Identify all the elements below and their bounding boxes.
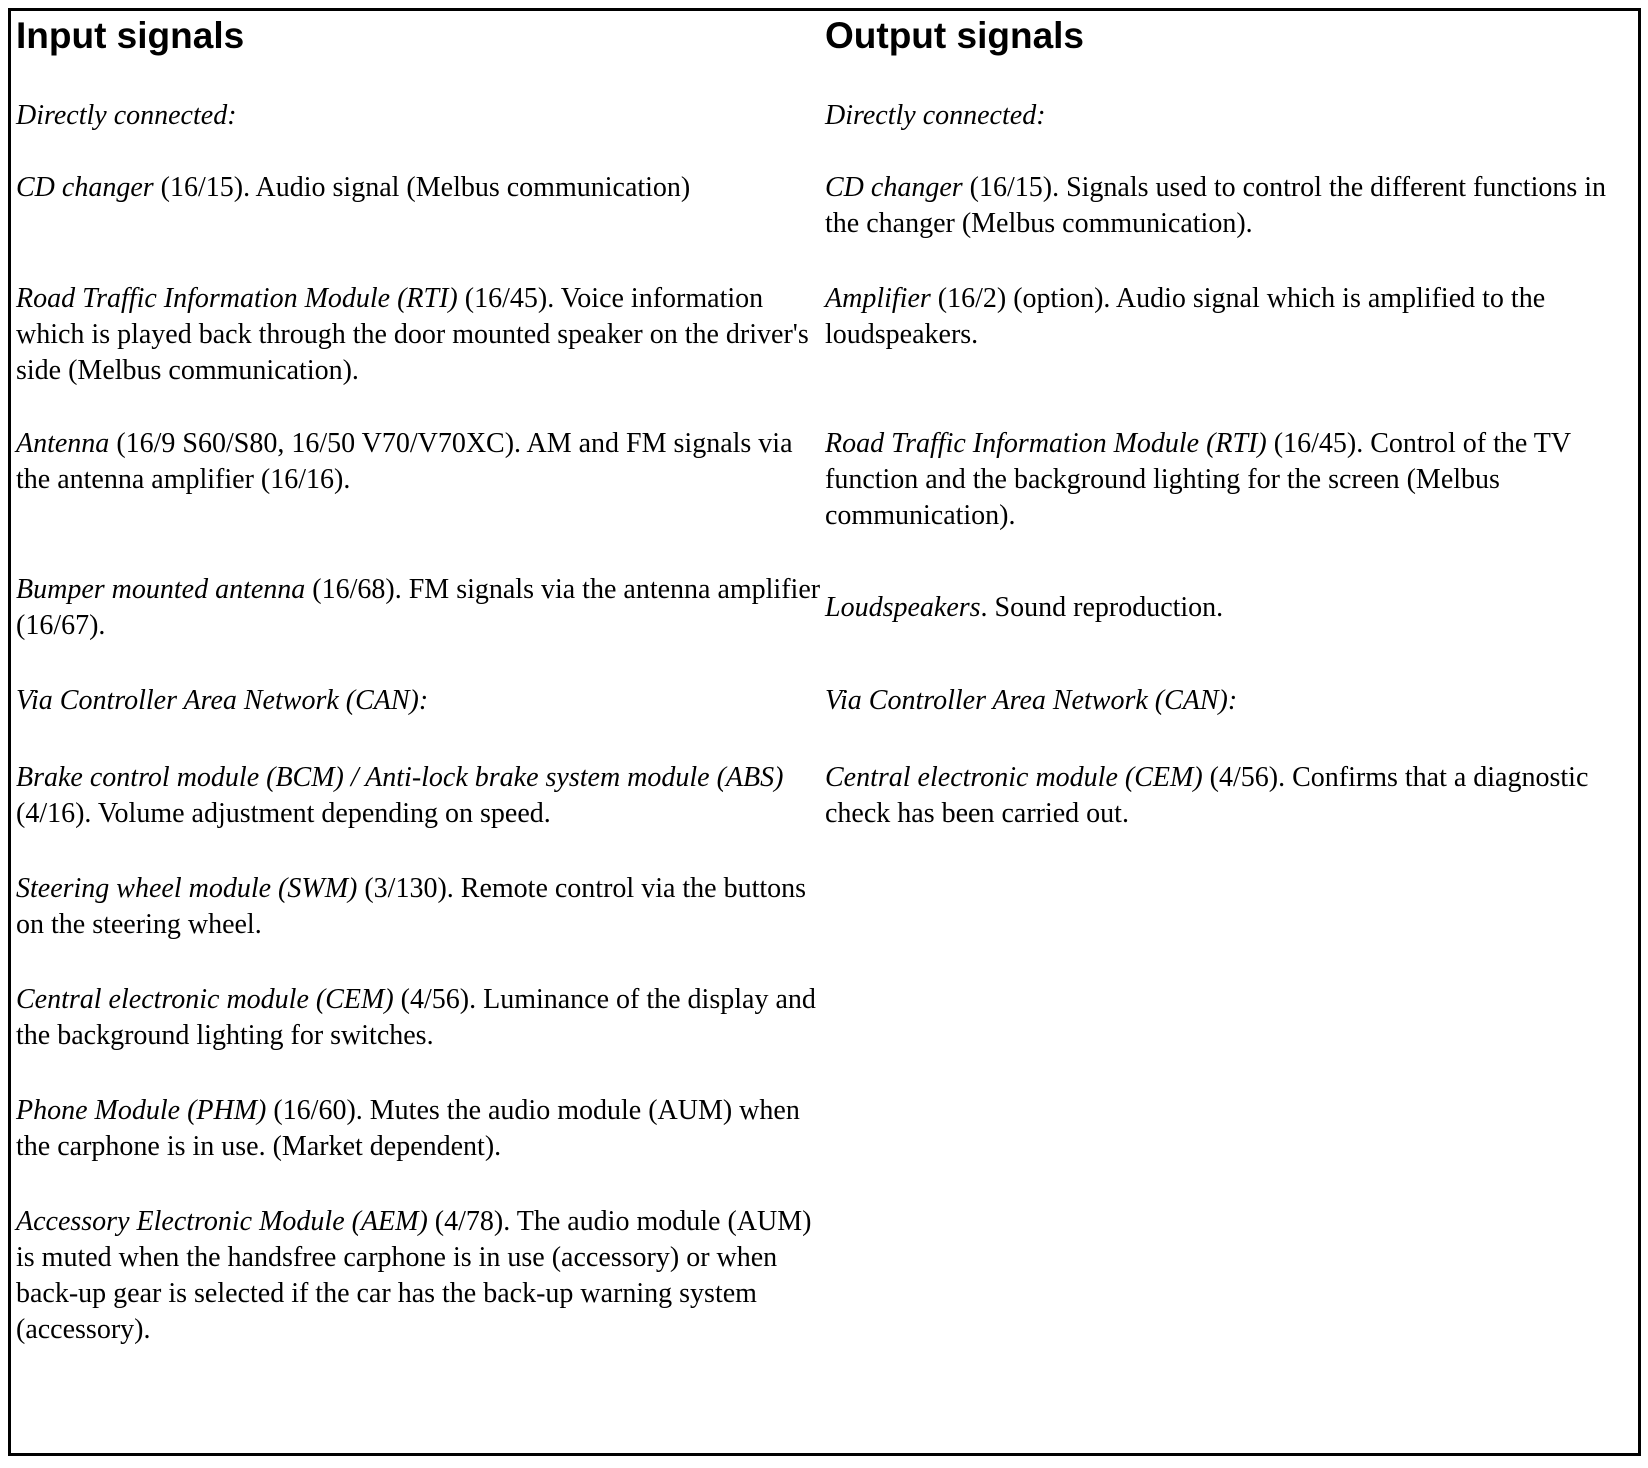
entry-name: Steering wheel module (SWM)	[16, 873, 358, 904]
output-direct-entry	[825, 590, 1640, 626]
input-can-entry	[16, 871, 821, 943]
output-direct-label: Directly connected:	[825, 100, 1046, 131]
input-direct-label: Directly connected:	[16, 100, 237, 131]
input-can-entry	[16, 1204, 821, 1348]
entry-text: (4/56). Confirms that a diagnostic check has been carried out.	[825, 762, 1589, 829]
entry-text: (16/45). Control of the TV function and the background lighting for the screen (Melbus communication).	[825, 428, 1571, 531]
entry-name: Accessory Electronic Module (AEM)	[16, 1206, 428, 1237]
output-direct-entry	[825, 426, 1640, 534]
entry-text: (16/68). FM signals via the antenna amplifier (16/67).	[16, 574, 821, 641]
entry-name: Central electronic module (CEM)	[16, 984, 394, 1015]
entry-text: (4/56). Luminance of the display and the background lighting for switches.	[16, 984, 816, 1051]
entry-name: Amplifier	[825, 283, 931, 314]
entry-name: Phone Module (PHM)	[16, 1095, 267, 1126]
entry-name: Bumper mounted antenna	[16, 574, 306, 605]
entry-name: Road Traffic Information Module (RTI)	[825, 428, 1267, 459]
input-signals-heading: Input signals	[16, 15, 245, 56]
input-direct-entry	[16, 426, 821, 498]
entry-text: (16/60). Mutes the audio module (AUM) when the carphone is in use. (Market dependent).	[16, 1095, 800, 1162]
entry-text: (16/15). Signals used to control the different functions in the changer (Melbus communication).	[825, 172, 1607, 239]
output-direct-entry	[825, 281, 1640, 353]
entry-text: (16/15). Audio signal (Melbus communication)	[153, 172, 691, 203]
entry-name: Road Traffic Information Module (RTI)	[16, 283, 458, 314]
output-direct-entry	[825, 170, 1640, 242]
entry-name: CD changer	[825, 172, 963, 203]
input-can-entry	[16, 1093, 821, 1165]
entry-text: (16/45). Voice information which is played back through the door mounted speaker on the driver's side (Melbus communication).	[16, 283, 809, 386]
entry-text: (3/130). Remote control via the buttons on the steering wheel.	[16, 873, 807, 940]
entry-name: Loudspeakers	[825, 592, 981, 623]
entry-text: (4/16). Volume adjustment depending on speed.	[16, 798, 551, 829]
entry-text: (16/9 S60/S80, 16/50 V70/V70XC). AM and FM signals via the antenna amplifier (16/16).	[16, 428, 793, 495]
entry-name: Brake control module (BCM) / Anti-lock brake system module (ABS)	[16, 762, 784, 793]
entry-text: (4/78). The audio module (AUM) is muted when the handsfree carphone is in use (accessory) or when back-up gear is selected if the car has the back-up warning system (accessory).	[16, 1206, 812, 1345]
signals-table	[8, 8, 1641, 1456]
input-direct-entry	[16, 170, 821, 206]
input-direct-entry	[16, 281, 821, 389]
entry-text: . Sound reproduction.	[980, 592, 1224, 623]
output-can-entry	[825, 760, 1640, 832]
entry-name: Central electronic module (CEM)	[825, 762, 1203, 793]
input-can-entry	[16, 760, 821, 832]
input-direct-entry	[16, 572, 821, 644]
entry-name: CD changer	[16, 172, 154, 203]
input-can-label: Via Controller Area Network (CAN):	[16, 685, 429, 716]
entry-name: Antenna	[16, 428, 110, 459]
output-signals-heading: Output signals	[825, 15, 1084, 56]
entry-text: (16/2) (option). Audio signal which is amplified to the loudspeakers.	[825, 283, 1546, 350]
input-can-entry	[16, 982, 821, 1054]
output-can-label: Via Controller Area Network (CAN):	[825, 685, 1238, 716]
